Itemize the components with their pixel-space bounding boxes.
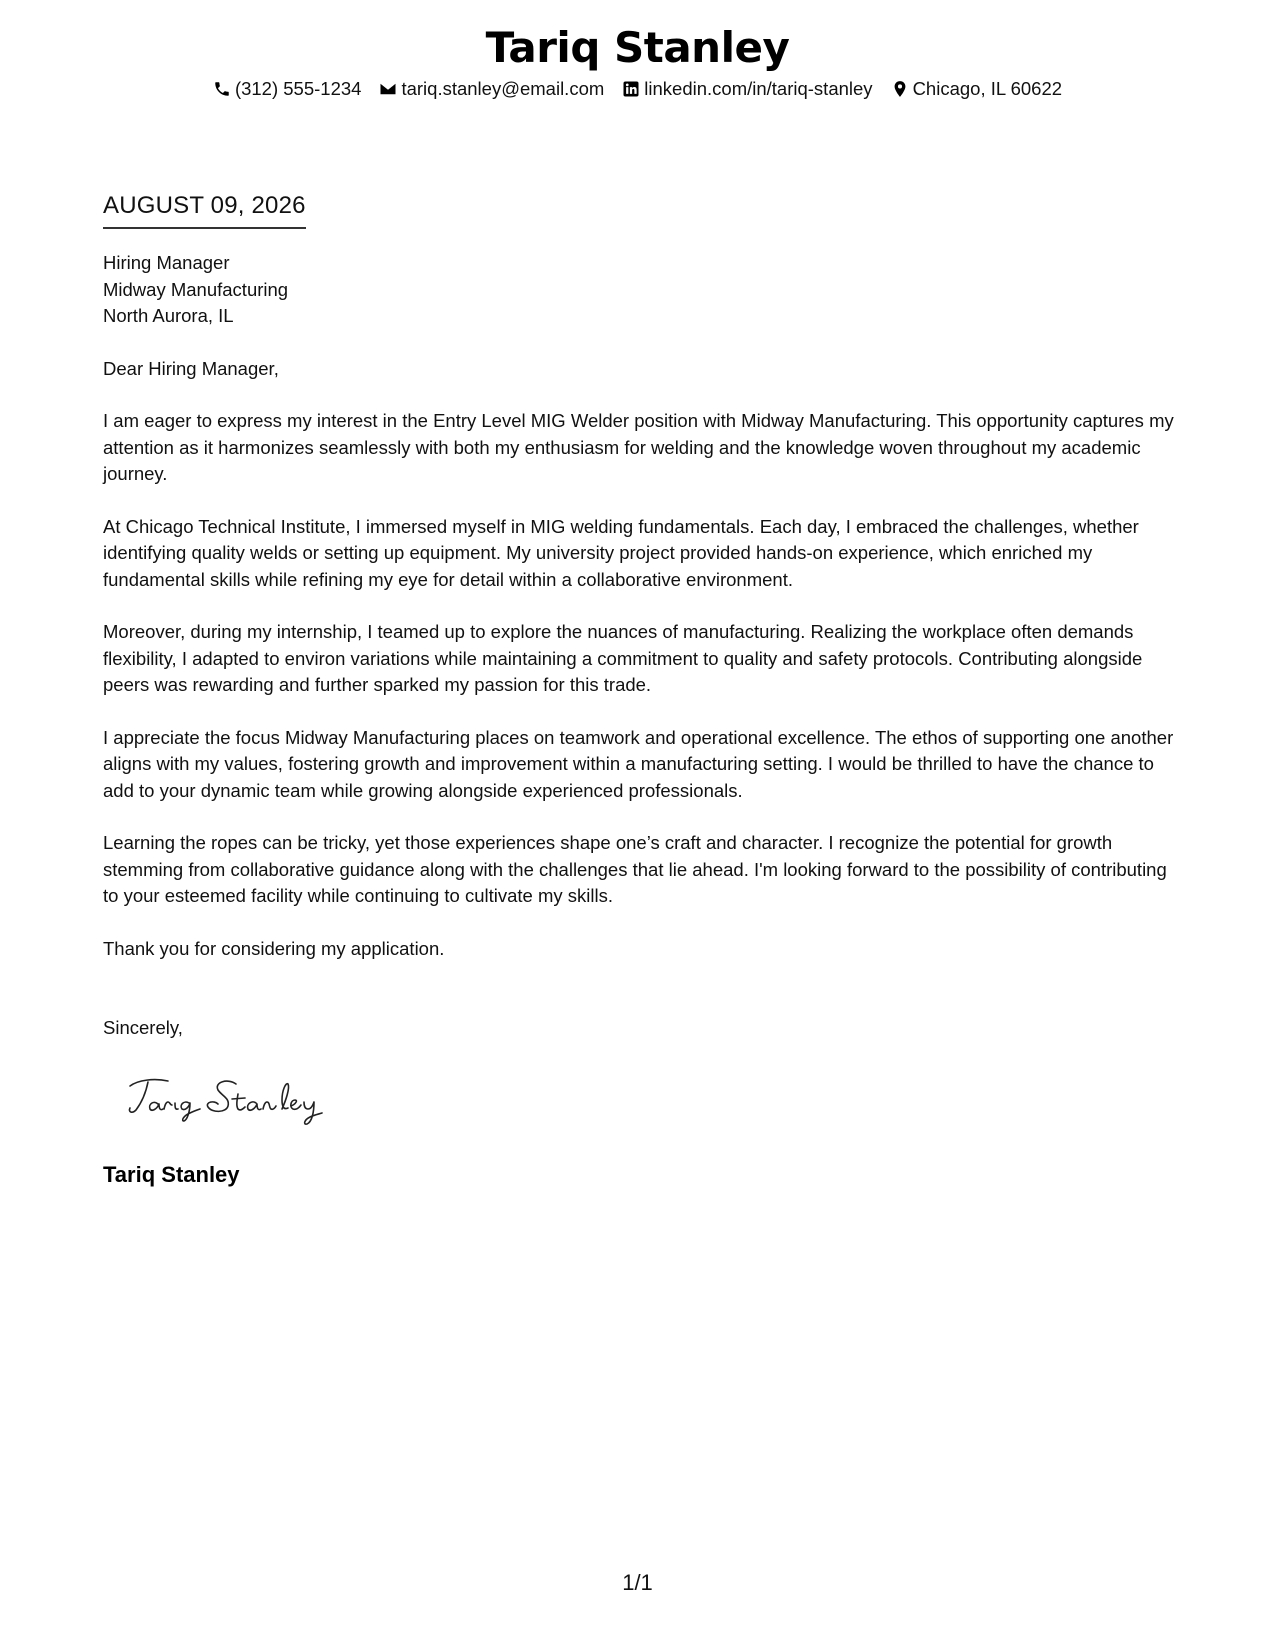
- contact-location: [891, 76, 1062, 102]
- location-text: Chicago, IL 60622: [912, 78, 1063, 99]
- closing: Sincerely,: [103, 1017, 183, 1038]
- recipient-location: North Aurora, IL: [103, 305, 234, 326]
- contact-phone: [213, 76, 362, 102]
- signed-name: Tariq Stanley: [103, 1162, 240, 1187]
- salutation: Dear Hiring Manager,: [103, 357, 279, 379]
- paragraph-6: Thank you for considering my application.: [103, 937, 445, 959]
- letter-header: [0, 22, 1275, 102]
- recipient-block: [103, 250, 1178, 330]
- paragraph-5: Learning the ropes can be tricky, yet those experiences shape one’s craft and character. I recognize the potential for growth stemming from collaborative guidance along with the challenges that lie ahead. I'm looking forward to the possibility of contributing to your esteemed facility while continuing to cultivate my skills.: [103, 832, 1167, 906]
- paragraph-1: I am eager to express my interest in the Entry Level MIG Welder position with Midway Manufacturing. This opportunity captures my attention as it harmonizes seamlessly with both my enthusiasm for welding and the knowledge woven throughout my academic journey.: [103, 410, 1174, 484]
- letter-date: AUGUST 09, 2026: [103, 190, 306, 229]
- letter-body: [103, 250, 1178, 962]
- paragraph-3: Moreover, during my internship, I teamed up to explore the nuances of manufacturing. Realizing the workplace often demands flexibility, I adapted to environ variations while maintaining a commitment to quality and safety protocols. Contributing alongside peers was rewarding and further sparked my passion for this trade.: [103, 621, 1143, 695]
- date-block: [103, 190, 306, 229]
- contact-bar: [0, 76, 1275, 102]
- applicant-name: Tariq Stanley: [485, 23, 790, 72]
- handwritten-signature: [124, 1072, 344, 1132]
- paragraph-4: I appreciate the focus Midway Manufacturing places on teamwork and operational excellence. The ethos of supporting one another aligns with my values, fostering growth and improvement within a manufacturing setting. I would be thrilled to have the chance to add to your dynamic team while growing alongside experienced professionals.: [103, 726, 1174, 801]
- envelope-icon: [379, 80, 397, 98]
- recipient-company: Midway Manufacturing: [103, 278, 289, 300]
- contact-email[interactable]: [379, 76, 604, 102]
- page-number: 1/1: [622, 1570, 653, 1595]
- email-text[interactable]: tariq.stanley@email.com: [401, 78, 605, 99]
- phone-icon: [213, 80, 231, 98]
- linkedin-text[interactable]: linkedin.com/in/tariq-stanley: [644, 78, 873, 99]
- map-pin-icon: [891, 80, 909, 98]
- contact-linkedin[interactable]: [622, 76, 872, 102]
- paragraph-2: At Chicago Technical Institute, I immersed myself in MIG welding fundamentals. Each day, I embraced the challenges, whether identifying quality welds or setting up equipment. My university project provided hands-on experience, which enriched my fundamental skills while refining my eye for detail within a collaborative environment.: [103, 515, 1139, 590]
- recipient-title: Hiring Manager: [103, 252, 230, 273]
- linkedin-icon: [622, 80, 640, 98]
- phone-text: (312) 555-1234: [234, 78, 362, 99]
